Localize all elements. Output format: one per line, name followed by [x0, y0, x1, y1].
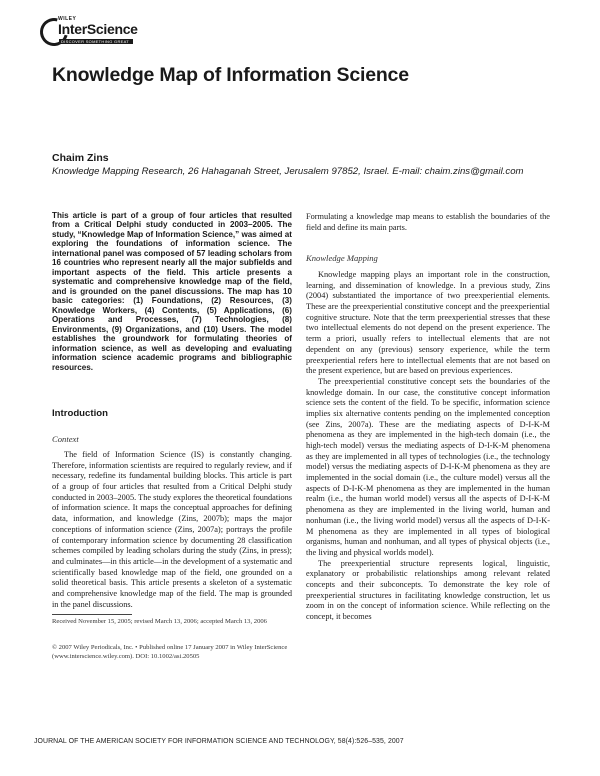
body-paragraph: The preexperiential structure represents logical, linguistic, explanatory or probabilistic relationships among relevant related concepts and their subconcepts. To demonstrate the key role of preexperiential structures in facilitating knowledge construction, let us zoom in on the concept of information science. While reflecting on the concept, it becomes: [306, 558, 550, 621]
body-paragraph: Knowledge mapping plays an important role in the construction, learning, and dissemination of knowledge. In a previous study, Zins (2004) substantiated the importance of two preexperiential elements. These are the preexperiential constitutive concept and the preexperiential cognitive structure. Note that the term preexperiential stresses that these two intellectual elements do not depend on the present experience. The term a priori, usually refers to intellectual elements that are not dependent on any (previous) sensory experience, while the term preexperiential refers here to intellectual elements that are not based on the present experience, but are based on previous experiences.: [306, 270, 550, 376]
abstract: This article is part of a group of four articles that resulted from a Critical Delphi study conducted in 2003–2005. The study, “Knowledge Map of Information Science,” was aimed at exploring the foundations of information science. The international panel was composed of 57 leading scholars from 16 countries who represent nearly all the major subfields and important aspects of the field. This article presents a systematic and comprehensive knowledge map of the field, and is grounded on the panel discussions. The map has 10 basic categories: (1) Foundations, (2) Resources, (3) Knowledge Workers, (4) Contents, (5) Applications, (6) Operations and Processes, (7) Technologies, (8) Environments, (9) Organizations, and (10) Users. The model establishes the groundwork for formulating theories of information science, as well as developing and evaluating information science academic programs and bibliographic resources.: [52, 211, 292, 372]
footnote-divider: [52, 614, 132, 615]
author-name: Chaim Zins: [52, 152, 109, 164]
column2-intro: Formulating a knowledge map means to establish the boundaries of the field and define its main parts.: [306, 212, 550, 232]
author-affiliation: Knowledge Mapping Research, 26 Hahaganah Street, Jerusalem 97852, Israel. E-mail: chaim.zins@gmail.com: [52, 166, 524, 177]
context-body: [52, 450, 292, 610]
body-paragraph: The preexperiential constitutive concept sets the boundaries of the knowledge domain. In our case, the constitutive concept information science sets the content of the field. To be specific, information science implies six alternative contents pending on the implemented conception (see Zins, 2007a). These are the mediating aspects of D-I-K-M phenomena as they are implemented in the high-tech domain (i.e., the high-tech model) versus the mediating aspects of D-I-K-M phenomena as they are implemented in all types of technologies (i.e., the technology model) versus the mediating aspects of D-I-K-M phenomena as they are implemented in the social domain (i.e., the culture model) versus all the aspects of D-I-K-M phenomena as they are implemented in the human realm (i.e., the human world model) versus all the aspects of D-I-K-M phenomena as they are implemented in the living world, human and nonhuman (i.e., the living world model) versus all the aspects of D-I-K-M phenomena as they are implemented in all types of biological organisms, human and nonhuman, and all types of physical objects (i.e., the living and physical worlds model).: [306, 376, 550, 557]
subsection-heading-context: Context: [52, 434, 79, 444]
section-heading-introduction: Introduction: [52, 408, 108, 419]
publisher-logo: [40, 14, 160, 48]
article-title: Knowledge Map of Information Science: [52, 64, 409, 86]
logo-brand: InterScience: [58, 21, 138, 37]
copyright-note: © 2007 Wiley Periodicals, Inc. • Published online 17 January 2007 in Wiley InterScience (www.interscience.wiley.com). DOI: 10.1002/asi.20505: [52, 644, 288, 660]
context-paragraph: The field of Information Science (IS) is constantly changing. Therefore, information scientists are required to regularly review, and if necessary, redefine its fundamental building blocks. This article is part of a group of four articles that resulted from a Critical Delphi study conducted in 2003–2005. The study explores the theoretical foundations of information science. It maps the conceptual approaches for defining data, information, and knowledge (Zins, 2007b); maps the major conceptions of information science (Zins, 2007a); portrays the profile of contemporary information science by documenting 28 classification schemes compiled by leading scholars during the study (Zins, in press); and culminates—in this article—in the development of a systematic and scientifically based knowledge map of the field, one grounded on a solid theoretical basis. This article presents a skeleton of a systematic and comprehensive knowledge map of the field. The map is grounded in the panel discussions.: [52, 450, 292, 609]
logo-publisher: WILEY: [58, 16, 77, 22]
knowledge-mapping-body: [306, 270, 550, 623]
subsection-heading-knowledge-mapping: Knowledge Mapping: [306, 253, 378, 263]
received-note: Received November 15, 2005; revised March 13, 2006; accepted March 13, 2006: [52, 618, 267, 625]
logo-tagline: DISCOVER SOMETHING GREAT: [59, 39, 133, 44]
journal-footer: JOURNAL OF THE AMERICAN SOCIETY FOR INFORMATION SCIENCE AND TECHNOLOGY, 58(4):526–535, 2007: [34, 738, 404, 745]
